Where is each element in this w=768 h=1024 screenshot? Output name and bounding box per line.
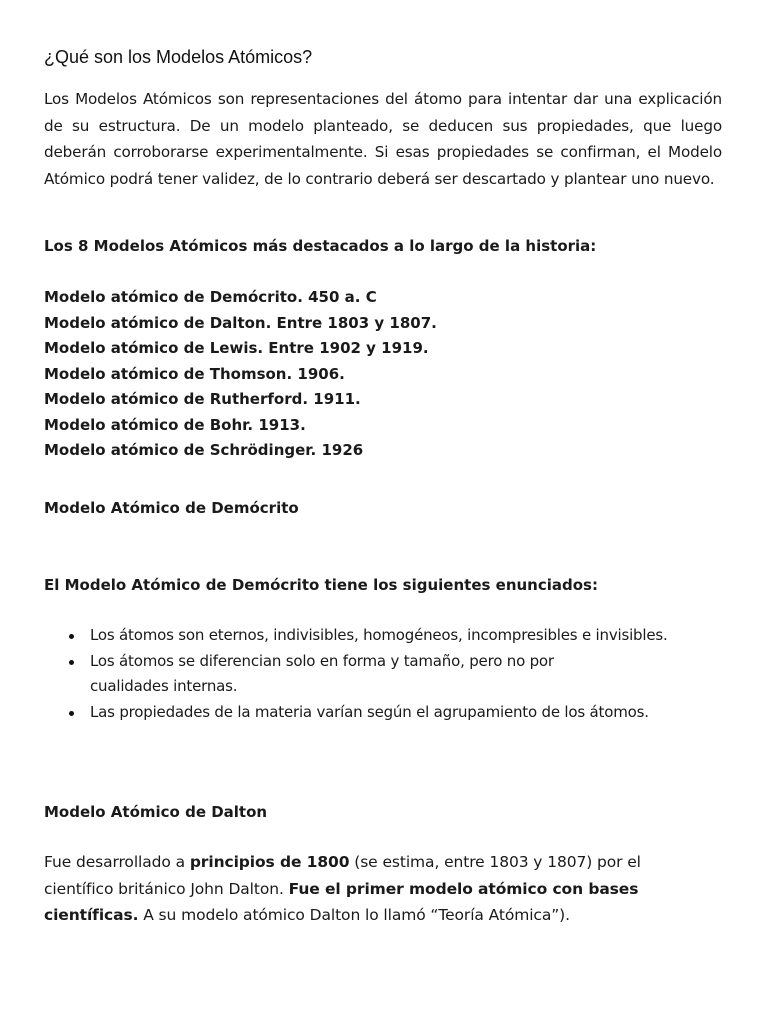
models-heading: Los 8 Modelos Atómicos más destacados a lo largo de la historia: bbox=[44, 237, 597, 255]
dalton-bold-2: Fue el primer modelo atómico con bases científicas. bbox=[44, 879, 639, 924]
list-item: Modelo atómico de Thomson. 1906. bbox=[44, 364, 345, 383]
democrito-heading: Modelo Atómico de Demócrito bbox=[44, 499, 299, 517]
dalton-bold-1: principios de 1800 bbox=[189, 853, 350, 871]
list-item-text: Las propiedades de la materia varían según el agrupamiento de los átomos. bbox=[90, 702, 649, 721]
page-title: ¿Qué son los Modelos Atómicos? bbox=[44, 47, 313, 67]
list-item: Modelo atómico de Demócrito. 450 a. C bbox=[44, 288, 377, 306]
list-item bbox=[44, 623, 722, 649]
democrito-subheading: El Modelo Atómico de Demócrito tiene los siguientes enunciados: bbox=[44, 576, 598, 594]
list-item: Modelo atómico de Schrödinger. 1926 bbox=[44, 441, 364, 459]
list-item: Modelo atómico de Lewis. Entre 1902 y 1919. bbox=[44, 339, 429, 357]
bullet-icon bbox=[69, 711, 74, 716]
dalton-text-1: Fue desarrollado a bbox=[44, 853, 190, 871]
dalton-paragraph bbox=[44, 849, 684, 929]
models-list bbox=[44, 285, 437, 464]
dalton-text-3: A su modelo atómico Dalton lo llamó “Teoría Atómica”). bbox=[138, 906, 570, 924]
dalton-heading: Modelo Atómico de Dalton bbox=[44, 803, 268, 821]
list-item: Modelo atómico de Bohr. 1913. bbox=[44, 415, 306, 434]
bullet-icon bbox=[69, 660, 74, 665]
list-item-text: Los átomos son eternos, indivisibles, homogéneos, incompresibles e invisibles. bbox=[90, 626, 668, 644]
democrito-bullets bbox=[44, 623, 722, 725]
intro-paragraph: Los Modelos Atómicos son representaciones del átomo para intentar dar una explicación de su estructura. De un modelo planteado, se deducen sus propiedades, que luego deberán corroborarse experimentalmente. Si esas propiedades se confirman, el Modelo Atómico podrá tener validez, de lo contrario deberá ser descartado y plantear uno nuevo. bbox=[44, 90, 722, 188]
list-item-text: Los átomos se diferencian solo en forma y tamaño, pero no por cualidades internas. bbox=[90, 651, 554, 695]
list-item bbox=[44, 700, 722, 726]
list-item: Modelo atómico de Dalton. Entre 1803 y 1807. bbox=[44, 313, 437, 332]
list-item bbox=[44, 649, 722, 700]
list-item: Modelo atómico de Rutherford. 1911. bbox=[44, 390, 361, 408]
dalton-text-2: (se estima, entre 1803 y 1807) por el científico británico John Dalton. bbox=[44, 853, 641, 898]
bullet-icon bbox=[69, 634, 74, 639]
